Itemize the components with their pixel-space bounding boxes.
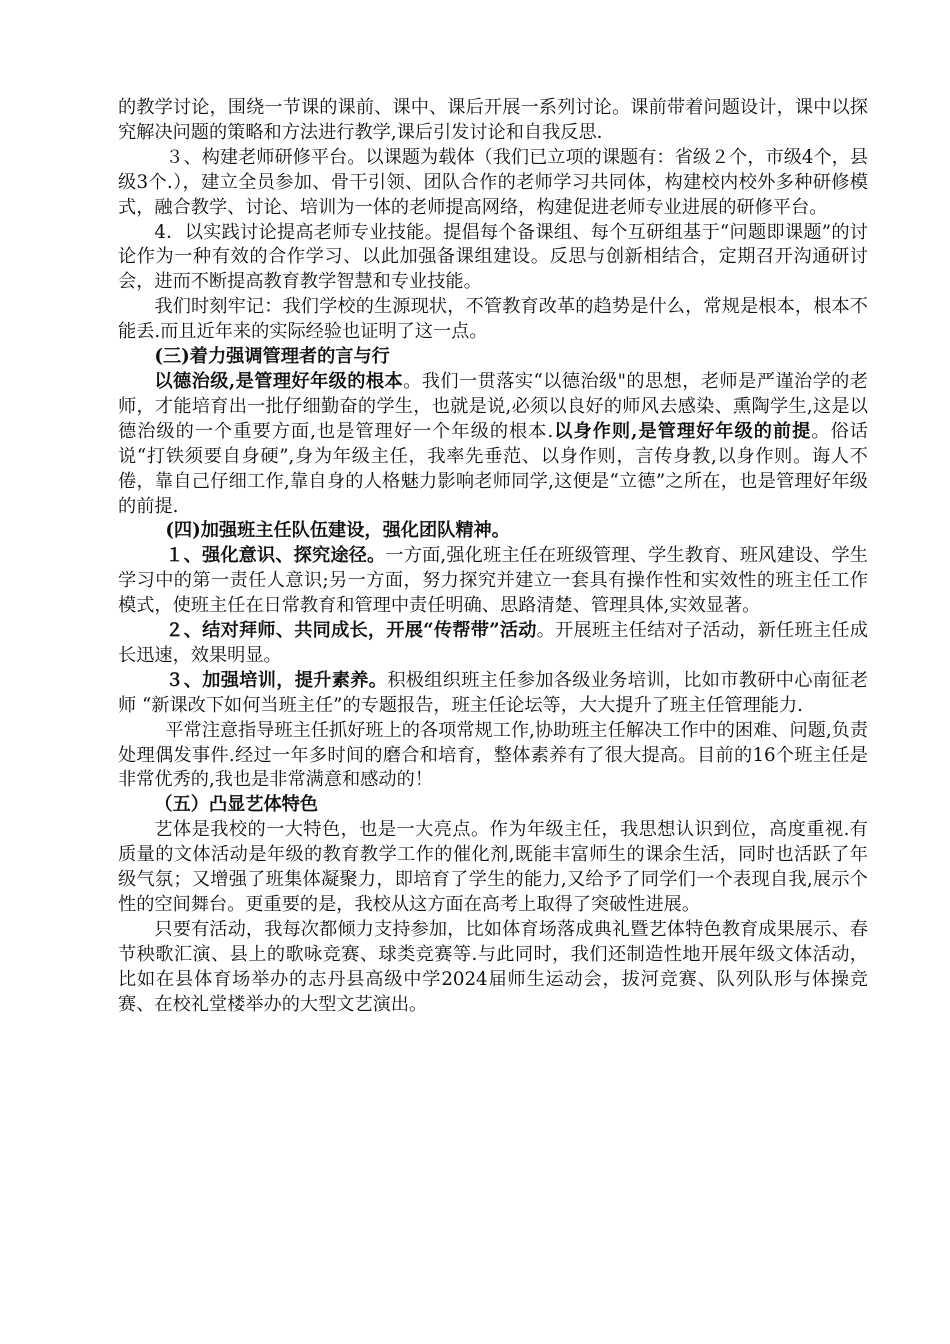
paragraph-arts-sports: 艺体是我校的一大特色，也是一大亮点。作为年级主任，我思想认识到位，高度重视.有质量的文体活动是年级的教育教学工作的催化剂,既能丰富师生的课余生活，同时也活跃了年级气氛；又增强了班集体凝聚力，即培育了学生的能力,又给予了同学们一个表现自我,展示个性的空间舞台。更重要的是，我校从这方面在高考上取得了突破性进展。 — [118, 819, 868, 915]
paragraph-strengthen-awareness — [118, 544, 868, 619]
bold-phrase-training: ３、加强培训，提升素养。 — [165, 669, 388, 691]
paragraph-routine-guidance: 平常注意指导班主任抓好班上的各项常规工作,协助班主任解决工作中的困难、问题,负责处理偶发事件.经过一年多时间的磨合和培育，整体素养有了很大提高。目前的16个班主任是非常优秀的,我也是非常满意和感动的！ — [118, 719, 869, 791]
paragraph-training — [118, 669, 868, 719]
heading-section-four: (四)加强班主任队伍建设，强化团队精神。 — [165, 520, 510, 542]
paragraph-mentoring — [118, 619, 868, 669]
text-awareness: 一方面,强化班主任在班级管理、学生教育、班风建设、学生学习中的第一责任人意识;另一方面，努力探究并建立一套具有操作性和实效性的班主任工作模式，使班主任在日常教育和管理中责任明确、思路清楚、管理具体,实效显著。 — [118, 545, 868, 617]
bold-phrase-moral-root: 以德治级,是管理好年级的根本 — [154, 370, 404, 392]
paragraph-routine-basics: 我们时刻牢记：我们学校的生源现状，不管教育改革的趋势是什么，常规是根本，根本不能丢.而且近年来的实际经验也证明了这一点。 — [118, 296, 868, 343]
paragraph-activities: 只要有活动，我每次都倾力支持参加，比如体育场落成典礼暨艺体特色教育成果展示、春节秧歌汇演、县上的歌咏竞赛、球类竞赛等.与此同时，我们还制造性地开展年级文体活动，比如在县体育场举办的志丹县高级中学2024届师生运动会，拔河竞赛、队列队形与体操竞赛、在校礼堂楼举办的大型文艺演出。 — [118, 918, 868, 1015]
text-lead-by-example: 。俗话说“打铁须要自身硬”,身为年级主任，我率先垂范、以身作则，言传身教,以身作则。诲人不倦，靠自己仔细工作,靠自身的人格魅力影响老师同学,这便是“立德”之所在，也是管理好年级的前提. — [118, 420, 868, 517]
paragraph-practice-skills: 4．以实践讨论提高老师专业技能。提倡每个备课组、每个互研组基于“问题即课题”的讨论作为一种有效的合作学习、以此加强备课组建设。反思与创新相结合，定期召开沟通研讨会，进而不断提高教育教学智慧和专业技能。 — [118, 221, 868, 293]
bold-phrase-mentoring: ２、结对拜师、共同成长，开展“传帮带”活动 — [165, 620, 537, 642]
heading-section-three: (三)着力强调管理者的言与行 — [154, 346, 390, 368]
paragraph-research-platform: ３、构建老师研修平台。以课题为载体（我们已立项的课题有：省级２个，市级4个，县级3个.），建立全员参加、骨干引领、团队合作的老师学习共同体，构建校内校外多种研修模式，融合教学、讨论、培训为一体的老师提高网络，构建促进老师专业进展的研修平台。 — [118, 146, 869, 218]
bold-phrase-lead-by-example: 以身作则,是管理好年级的前提 — [553, 420, 812, 442]
heading-section-five: （五）凸显艺体特色 — [154, 794, 319, 816]
text-moral-root: 。我们一贯落实“以德治级"的思想，老师是严谨治学的老师，才能培育出一批仔细勤奋的学生，也就是说,必须以良好的师风去感染、熏陶学生,这是以德治级的一个重要方面,也是管理好一个年级的根本. — [118, 370, 868, 442]
text-mentoring: 。开展班主任结对子活动，新任班主任成长迅速，效果明显。 — [118, 620, 868, 666]
paragraph-moral-leadership — [118, 370, 868, 519]
text-training: 积极组织班主任参加各级业务培训，比如市教研中心南征老师 “新课改下如何当班主任”的专题报告，班主任论坛等，大大提升了班主任管理能力. — [118, 669, 868, 716]
bold-phrase-awareness: １、强化意识、探究途径。 — [165, 545, 386, 567]
paragraph-teaching-discussion: 的教学讨论，围绕一节课的课前、课中、课后开展一系列讨论。课前带着问题设计，课中以探究解决问题的策略和方法进行教学,课后引发讨论和自我反思. — [118, 97, 868, 143]
